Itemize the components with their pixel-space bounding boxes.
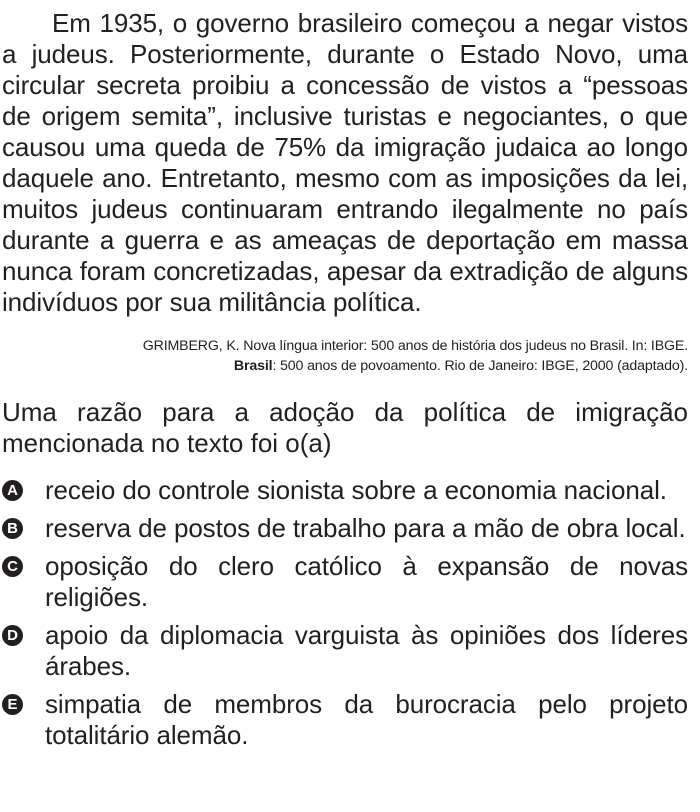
option-e-letter-badge[interactable]: E [2, 694, 23, 715]
option-c-text[interactable]: oposição do clero católico à expansão de novas religiões. [45, 551, 688, 612]
option-b[interactable] [2, 513, 688, 544]
option-e[interactable] [2, 689, 688, 751]
answer-options [2, 475, 688, 751]
option-a-text[interactable]: receio do controle sionista sobre a economia nacional. [45, 475, 667, 505]
option-a[interactable] [2, 475, 688, 506]
option-d-text[interactable]: apoio da diplomacia varguista às opiniões dos líderes árabes. [45, 620, 688, 681]
option-d[interactable] [2, 620, 688, 682]
source-citation [2, 336, 688, 376]
option-d-letter-badge[interactable]: D [2, 625, 23, 646]
citation-line-2 [2, 356, 688, 376]
citation-line-2-rest: : 500 anos de povoamento. Rio de Janeiro: IBGE, 2000 (adaptado). [272, 358, 688, 374]
option-a-letter-badge[interactable]: A [2, 480, 23, 501]
option-b-text[interactable]: reserva de postos de trabalho para a mão de obra local. [45, 513, 686, 543]
question-prompt: Uma razão para a adoção da política de imigração mencionada no texto foi o(a) [2, 397, 688, 458]
option-b-letter-badge[interactable]: B [2, 518, 23, 539]
passage-text: Em 1935, o governo brasileiro começou a negar vistos a judeus. Posteriormente, durante o Estado Novo, uma circular secreta proibiu a concessão de vistos a “pessoas de origem semita”, inclusive turistas e negociantes, o que causou uma queda de 75% da imigração judaica ao longo daquele ano. Entretanto, mesmo com as imposições da lei, muitos judeus continuaram entrando ilegalmente no país durante a guerra e as ameaças de deportação em massa nunca foram concretizadas, apesar da extradição de alguns indivíduos por sua militância política. [2, 8, 688, 317]
option-c[interactable] [2, 551, 688, 613]
citation-line-1: GRIMBERG, K. Nova língua interior: 500 anos de história dos judeus no Brasil. In: IBGE. [142, 338, 688, 354]
option-e-text[interactable]: simpatia de membros da burocracia pelo projeto totalitário alemão. [45, 689, 688, 750]
citation-bold-title: Brasil [233, 358, 273, 374]
option-c-letter-badge[interactable]: C [2, 556, 23, 577]
